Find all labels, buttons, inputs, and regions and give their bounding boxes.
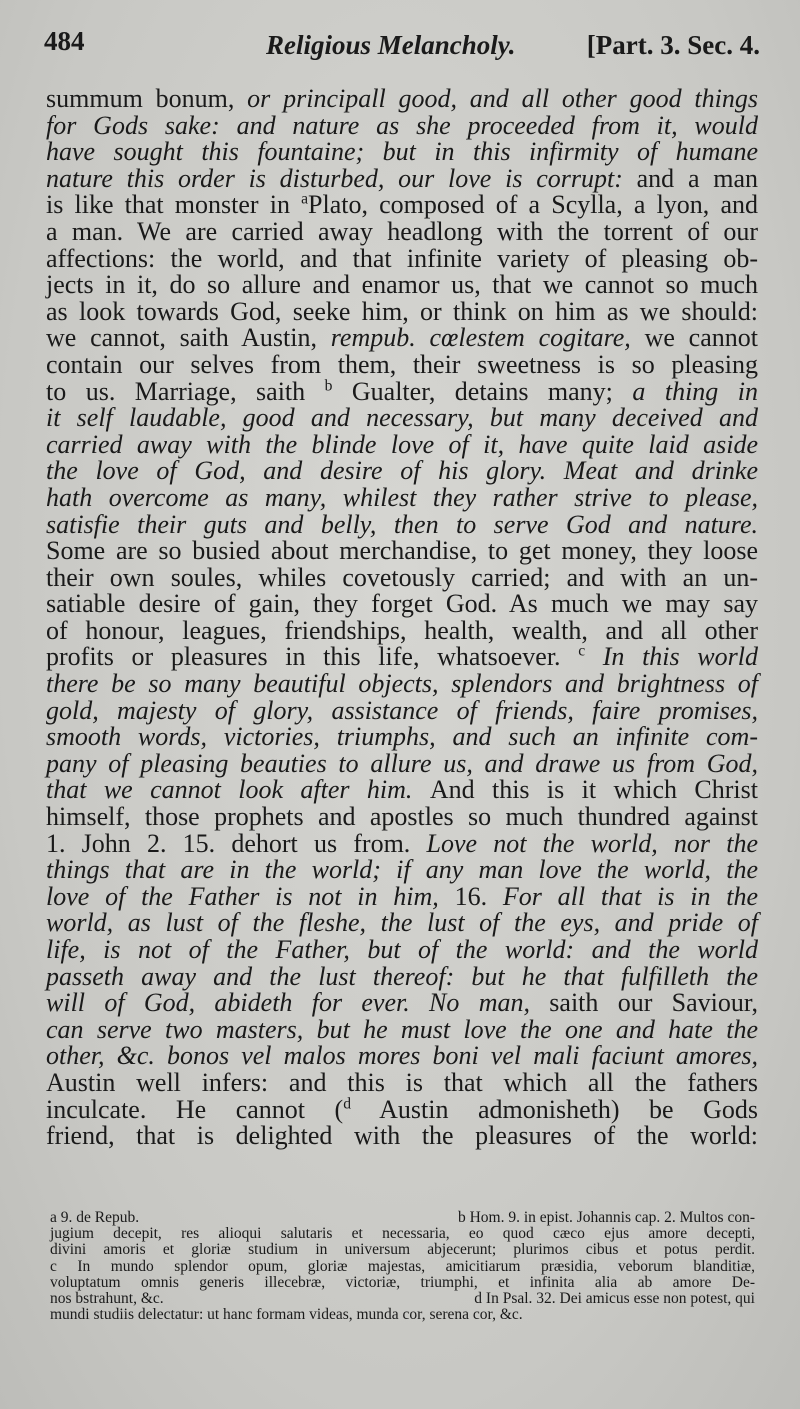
footnote-marker: c [578,643,586,661]
text-run: a thing in [632,376,758,406]
body-line [46,296,758,326]
text-run: Love not the world, nor the [426,828,758,858]
body-line [46,671,758,698]
footnote-marker: a [301,191,309,209]
text-run: contain our selves from them, their sweetness is so pleasing [46,349,758,379]
text-run: carried away with the blinde love of it, have quite laid aside [46,429,758,459]
body-line [46,990,758,1017]
footnote-d-line-2: mundi studiis delectatur: ut hanc formam videas, munda cor, serena cor, &c. [50,1306,523,1324]
text-run: love of the Father is not in him, [46,881,455,911]
body-line [46,349,758,379]
footnote-b-line-3: divini amoris et gloriæ studium in universum abjecerunt; plurimos cibus et potus perdit. [50,1241,755,1259]
footnote-c-line-3: nos bstrahunt, &c. [50,1289,164,1307]
text-run: For all that is in the [502,881,758,911]
text-run: there be so many beautiful objects, splendors and brightness of [46,669,758,699]
footnote-c-line-2: voluptatum omnis generis illecebræ, victoriæ, triumphi, et infinita alia ab amore De- [50,1273,755,1291]
text-run: we cannot [630,323,758,353]
text-run: and a man [636,163,759,193]
text-run: 16. [454,881,503,911]
text-run: Plato, composed of a Scylla, a lyon, and [308,190,759,220]
footnotes [50,1210,755,1323]
text-run: profits or pleasures in this life, whatsoever. [46,642,579,672]
text-run: is like that monster in [46,190,302,220]
body-line [46,857,758,884]
body-line [46,1043,758,1070]
body-line [46,615,758,645]
text-run: the love of God, and desire of his glory. Meat and drinke [46,456,758,486]
body-line [46,644,758,671]
body-line [46,110,758,140]
body-line [46,325,758,352]
text-run: can serve two masters, but he must love the one and hate the [46,1014,758,1044]
body-line [46,429,758,459]
text-run: Austin admonisheth) be Gods [351,1094,758,1124]
text-run: satisfie their guts and belly, then to serve God and nature. [46,509,758,539]
body-line [46,881,758,911]
body-line [46,1094,758,1124]
text-run: to us. Marriage, saith [46,376,325,406]
text-run: or principall good, and all other good things [247,84,758,113]
body-text [46,86,758,1150]
text-run: affections: the world, and that infinite variety of pleasing ob- [46,243,758,273]
running-head [44,22,760,62]
page-number: 484 [44,26,85,56]
text-run: hath overcome as many, whilest they rather strive to please, [46,482,758,512]
footnote-b-line-1: b Hom. 9. in epist. Johannis cap. 2. Multos con- [457,1209,755,1226]
text-run: world, as lust of the fleshe, the lust of the eys, and pride of [46,908,758,938]
body-line [46,482,758,512]
text-run: summum bonum, [46,84,248,113]
body-line [46,243,758,273]
body-line [46,376,758,406]
footnote-marker: b [324,377,333,395]
body-line [46,828,758,858]
running-title: Religious Melancholy. [266,30,516,60]
body-line [46,1123,758,1150]
text-run: that we cannot look after him. [46,775,430,805]
body-line [46,538,758,565]
text-run: friend, that is delighted with the pleasures of the world: [46,1121,758,1151]
body-line [46,86,758,113]
text-run: pany of pleasing beauties to allure us, and drawe us from God, [46,748,758,778]
text-run: for Gods sake: and nature as she proceeded from it, would [46,110,758,140]
body-line [46,777,758,804]
text-run: saith our Saviour, [529,988,759,1018]
text-run: things that are in the world; if any man love the world, the [46,855,758,885]
body-line [46,405,758,432]
text-run: life, is not of the Father, but of the world: and the world [46,935,758,964]
text-run: Austin well infers: and this is that which all the fathers [46,1067,758,1097]
text-run: will of God, abideth for ever. [46,988,430,1018]
text-run: And this is it which Christ [429,775,758,805]
text-run: we cannot, saith Austin, [46,323,331,353]
text-run: a man. We are carried away headlong with the torrent of our [46,216,758,246]
text-run: gold, majesty of glory, assistance of friends, faire promises, [46,695,758,725]
text-run: it self laudable, good and necessary, but many deceived and [46,403,758,433]
text-run: their own soules, whiles covetously carried; and with an un- [46,562,758,592]
body-line [46,163,759,193]
body-line [46,216,758,246]
body-line [46,804,758,831]
footnote-b-line-2: jugium decepit, res alioqui salutaris et necessaria, eo quod cæco ejus amore decepti, [50,1225,755,1243]
body-line [46,724,758,751]
text-run: have sought this fountaine; but in this infirmity of humane [46,137,758,167]
body-line [46,562,758,592]
footnote-marker: d [343,1095,351,1113]
text-run: smooth words, victories, triumphs, and such an infinite com- [46,722,758,752]
body-line [46,139,758,166]
body-line [46,509,758,539]
body-line [46,591,758,618]
body-line [46,961,758,991]
text-run: himself, those prophets and apostles so much thundred against [46,802,758,832]
text-run: Some are so busied about merchandise, to get money, they loose [46,536,758,566]
body-line [46,458,758,485]
footnote-c-line-1: c In mundo splendor opum, gloriæ majestas, amicitiarum præsidia, veborum blanditiæ, [50,1257,755,1275]
text-run: satiable desire of gain, they forget God. As much we may say [46,589,758,619]
text-run: rempub. cœlestem cogitare, [330,323,631,353]
body-line [46,1067,758,1097]
text-run: inculcate. He cannot ( [46,1094,344,1124]
footnote-row-a-b [50,1210,755,1226]
text-run: nature this order is disturbed, our love is corrupt: [46,163,637,193]
text-run: jects in it, do so allure and enamor us, that we cannot so much [46,270,758,300]
body-line [46,192,758,219]
footnote-a: a 9. de Repub. [50,1209,140,1226]
text-run: No man, [429,988,530,1018]
text-run: other, &c. bonos vel malos mores boni vel mali faciunt amores, [46,1041,758,1071]
body-line [46,695,758,725]
body-line [46,272,758,299]
text-run: as look towards God, seeke him, or think on him as we should: [46,296,758,326]
body-line [46,910,758,937]
footnote-d-line-1: d In Psal. 32. Dei amicus esse non potest, qui [474,1289,755,1307]
text-run: In this world [585,642,758,672]
body-line [46,937,758,964]
text-run: Gualter, detains many; [332,376,633,406]
body-line [46,748,758,778]
body-line [46,1014,758,1044]
text-run: 1. John 2. 15. dehort us from. [46,828,427,858]
text-run: passeth away and the lust thereof: but he that fulfilleth the [46,961,758,991]
text-run: of honour, leagues, friendships, health, wealth, and all other [46,615,758,645]
part-section-label: [Part. 3. Sec. 4. [586,30,760,60]
footnote-row-c-d [50,1291,755,1307]
